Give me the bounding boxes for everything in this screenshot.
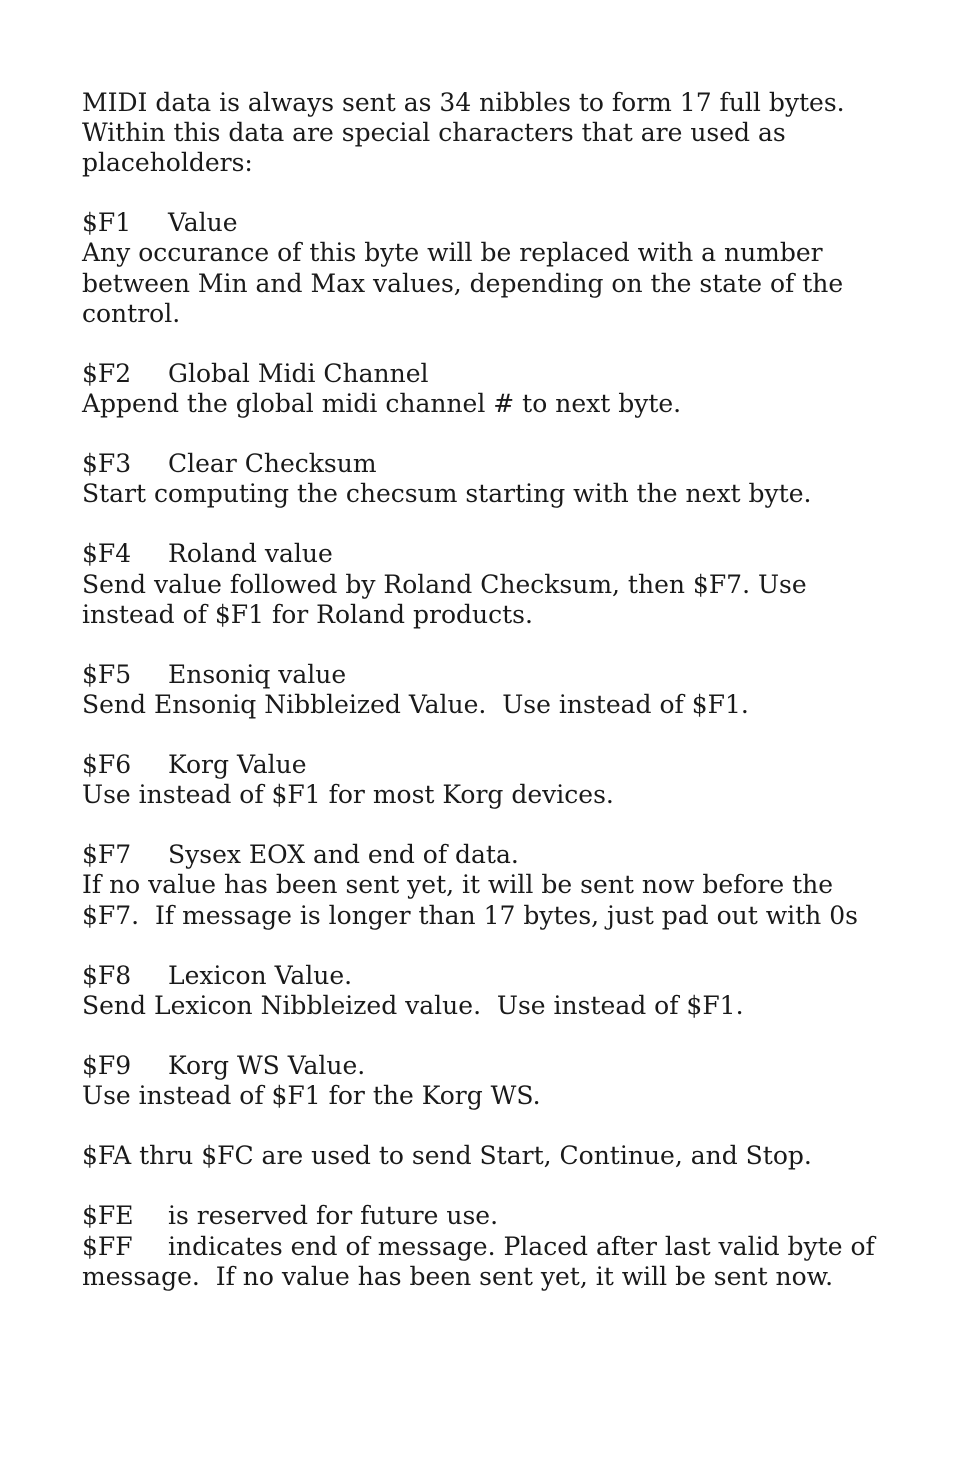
entry-f1 — [82, 208, 882, 328]
entry-heading — [82, 1051, 882, 1081]
entry-desc-line: Send Ensoniq Nibbleized Value. Use instead of $F1. — [82, 689, 749, 719]
entry-text: is reserved for future use. — [168, 1201, 499, 1231]
entry-f3 — [82, 449, 882, 509]
entry-title: Global Midi Channel — [168, 358, 429, 388]
entry-title: Value — [168, 208, 238, 238]
entry-f2 — [82, 359, 882, 419]
intro-line: MIDI data is always sent as 34 nibbles to form 17 full bytes. — [82, 88, 845, 117]
entry-text: indicates end of message. Placed after last valid byte of — [168, 1231, 875, 1261]
entry-heading — [82, 208, 882, 238]
reserved-block — [82, 1201, 882, 1291]
intro-line: Within this data are special characters that are used as — [82, 118, 786, 148]
entry-code: $F4 — [82, 539, 132, 569]
entry-desc-line: Use instead of $F1 for the Korg WS. — [82, 1081, 541, 1111]
entry-code: $F7 — [82, 840, 132, 870]
entry-f8 — [82, 961, 882, 1021]
entry-desc-line: between Min and Max values, depending on the state of the — [82, 268, 844, 298]
entry-desc-line: $F7. If message is longer than 17 bytes, just pad out with 0s — [82, 900, 858, 930]
entry-code: $F1 — [82, 208, 132, 238]
entry-heading — [82, 449, 882, 479]
entry-heading — [82, 359, 882, 389]
entry-desc-line: Start computing the checsum starting with the next byte. — [82, 479, 812, 509]
entry-heading — [82, 539, 882, 569]
entry-code: $FF — [82, 1231, 133, 1261]
entry-title: Lexicon Value. — [168, 960, 353, 990]
entry-code: $F5 — [82, 659, 132, 689]
entry-desc-line: instead of $F1 for Roland products. — [82, 599, 533, 629]
entry-f4 — [82, 539, 882, 629]
entry-desc-line: Any occurance of this byte will be replaced with a number — [82, 238, 823, 268]
entry-desc-line: Append the global midi channel # to next byte. — [82, 388, 682, 418]
intro-line: placeholders: — [82, 148, 253, 178]
entry-title: Korg Value — [168, 750, 307, 780]
range-note-line: $FA thru $FC are used to send Start, Continue, and Stop. — [82, 1141, 812, 1171]
entry-desc-line: Use instead of $F1 for most Korg devices. — [82, 780, 614, 810]
entry-fe — [82, 1201, 882, 1231]
entry-heading — [82, 961, 882, 991]
entry-f7 — [82, 840, 882, 930]
entry-desc-line: Send value followed by Roland Checksum, then $F7. Use — [82, 569, 807, 599]
entry-title: Sysex EOX and end of data. — [168, 840, 519, 870]
entry-code: $F9 — [82, 1051, 132, 1080]
entry-desc-line: control. — [82, 298, 181, 328]
entry-heading — [82, 840, 882, 870]
entry-title: Korg WS Value. — [168, 1051, 366, 1080]
entry-f5 — [82, 660, 882, 720]
range-note — [82, 1141, 882, 1171]
entry-title: Ensoniq value — [168, 659, 347, 689]
entry-heading — [82, 660, 882, 690]
entry-f9 — [82, 1051, 882, 1111]
entry-f6 — [82, 750, 882, 810]
entry-code: $FE — [82, 1201, 134, 1231]
entry-heading — [82, 750, 882, 780]
entry-code: $F8 — [82, 960, 132, 990]
entry-title: Roland value — [168, 539, 333, 569]
entry-desc-line: If no value has been sent yet, it will be sent now before the — [82, 870, 834, 900]
entry-ff-continued: message. If no value has been sent yet, it will be sent now. — [82, 1261, 834, 1291]
entry-ff — [82, 1232, 882, 1262]
intro-paragraph — [82, 88, 882, 178]
entry-code: $F6 — [82, 750, 132, 780]
entry-title: Clear Checksum — [168, 449, 377, 479]
entry-code: $F2 — [82, 358, 132, 388]
entry-desc-line: Send Lexicon Nibbleized value. Use instead of $F1. — [82, 990, 744, 1020]
entry-code: $F3 — [82, 449, 132, 479]
document-page — [82, 88, 882, 1292]
